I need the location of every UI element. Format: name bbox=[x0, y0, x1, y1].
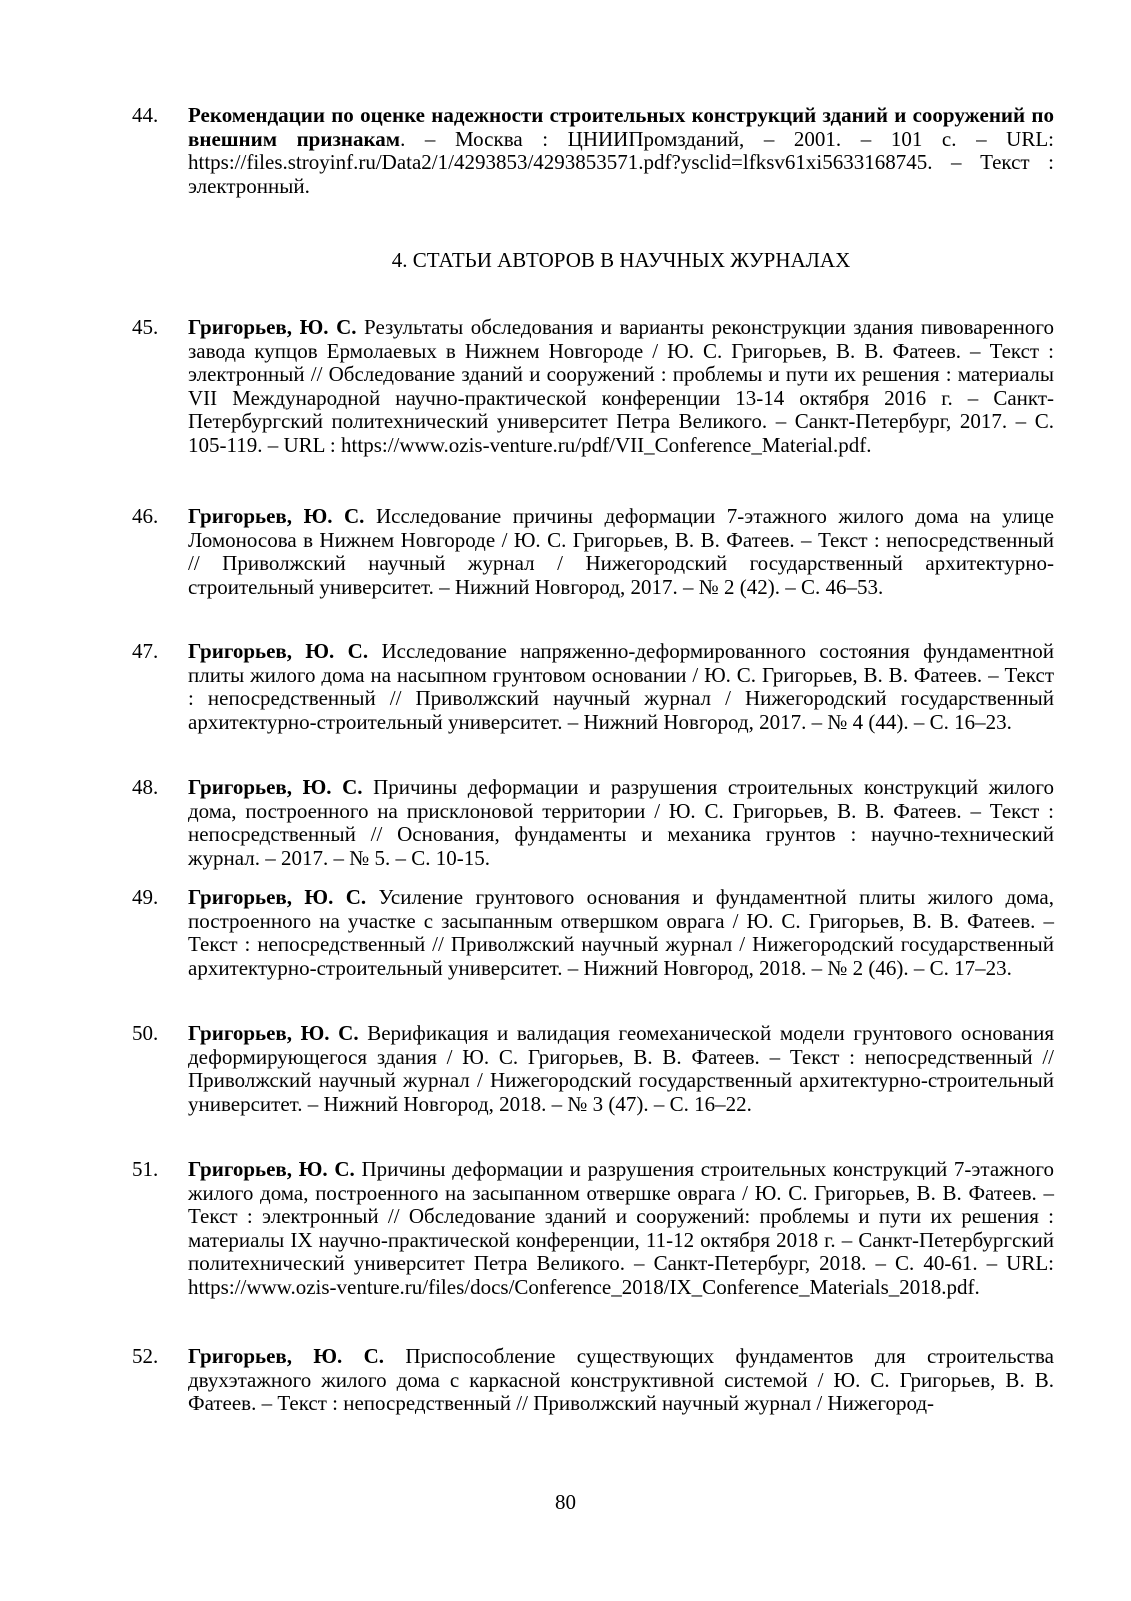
reference-author: Григорьев, Ю. С. bbox=[188, 885, 367, 909]
reference-author: Григорьев, Ю. С. bbox=[188, 1344, 385, 1368]
reference-details: Причины деформации и разрушения строительных конструкций жилого дома, построенного на присклоновой территории / Ю. С. Григорьев, В. В. Фатеев. – Текст : непосредственный // Основания, фундаменты и механика грунтов : научно-технический журнал. – 2017. – № 5. – С. 10-15. bbox=[188, 775, 1054, 870]
reference-entry-44 bbox=[132, 104, 1054, 198]
reference-text bbox=[188, 1345, 1054, 1416]
reference-entry-51 bbox=[132, 1158, 1054, 1299]
reference-text bbox=[188, 776, 1054, 870]
reference-details: Приспособление существующих фундаментов для строительства двухэтажного жилого дома с каркасной конструктивной системой / Ю. С. Григорьев, В. В. Фатеев. – Текст : непосредственный // Приволжский научный журнал / Нижегород- bbox=[188, 1344, 1054, 1415]
reference-author: Григорьев, Ю. С. bbox=[188, 775, 363, 799]
reference-text bbox=[188, 505, 1054, 599]
reference-author: Григорьев, Ю. С. bbox=[188, 315, 357, 339]
reference-entry-46 bbox=[132, 505, 1054, 599]
reference-text bbox=[188, 316, 1054, 457]
reference-entry-52 bbox=[132, 1345, 1054, 1416]
reference-entry-45 bbox=[132, 316, 1054, 457]
section-heading: 4. СТАТЬИ АВТОРОВ В НАУЧНЫХ ЖУРНАЛАХ bbox=[391, 248, 851, 272]
reference-entry-49 bbox=[132, 886, 1054, 980]
reference-text bbox=[188, 1022, 1054, 1116]
reference-number: 52. bbox=[132, 1344, 159, 1368]
reference-entry-50 bbox=[132, 1022, 1054, 1116]
reference-details: . – Москва : ЦНИИПромзданий, – 2001. – 101 с. – URL: https://files.stroyinf.ru/Data2/1/4293853/4293853571.pdf?ysclid=lfksv61xi5633168745. – Текст : электронный. bbox=[188, 126, 1055, 198]
reference-number: 47. bbox=[132, 639, 159, 663]
reference-author: Григорьев, Ю. С. bbox=[188, 1021, 359, 1045]
reference-author: Григорьев, Ю. С. bbox=[188, 504, 365, 528]
reference-details: Усиление грунтового основания и фундаментной плиты жилого дома, построенного на участке с засыпанным отвершком оврага / Ю. С. Григорьев, В. В. Фатеев. – Текст : непосредственный // Приволжский научный журнал / Нижегородский государственный архитектурно-строительный университет. – Нижний Новгород, 2018. – № 2 (46). – С. 17–23. bbox=[188, 885, 1054, 980]
reference-text bbox=[188, 1158, 1054, 1299]
reference-details: Причины деформации и разрушения строительных конструкций 7-этажного жилого дома, построенного на засыпанном отвершке оврага / Ю. С. Григорьев, В. В. Фатеев. – Текст : электронный // Обследование зданий и сооружений: проблемы и пути их решения : материалы IX научно-практической конференции, 11-12 октября 2018 г. – Санкт-Петербургский политехнический университет Петра Великого. – Санкт-Петербург, 2018. – С. 40-61. – URL: https://www.ozis-venture.ru/files/docs/Conference_2018/IX_Conference_Materials_2018.pdf. bbox=[188, 1157, 1054, 1299]
reference-details: Результаты обследования и варианты реконструкции здания пивоваренного завода купцов Ермолаевых в Нижнем Новгороде / Ю. С. Григорьев, В. В. Фатеев. – Текст : электронный // Обследование зданий и сооружений : проблемы и пути их решения : материалы VII Международной научно-практической конференции 13-14 октября 2016 г. – Санкт-Петербургский политехнический университет Петра Великого. – Санкт-Петербург, 2017. – С. 105-119. – URL : https://www.ozis-venture.ru/pdf/VII_Conference_Material.pdf. bbox=[188, 315, 1054, 457]
reference-details: Исследование напряженно-деформированного состояния фундаментной плиты жилого дома на насыпном грунтовом основании / Ю. С. Григорьев, В. В. Фатеев. – Текст : непосредственный // Приволжский научный журнал / Нижегородский государственный архитектурно-строительный университет. – Нижний Новгород, 2017. – № 4 (44). – С. 16–23. bbox=[188, 639, 1054, 734]
reference-entry-48 bbox=[132, 776, 1054, 870]
reference-author: Григорьев, Ю. С. bbox=[188, 639, 369, 663]
reference-details: Исследование причины деформации 7-этажного жилого дома на улице Ломоносова в Нижнем Новгороде / Ю. С. Григорьев, В. В. Фатеев. – Текст : непосредственный // Приволжский научный журнал / Нижегородский государственный архитектурно-строительный университет. – Нижний Новгород, 2017. – № 2 (42). – С. 46–53. bbox=[188, 504, 1054, 599]
page-number: 80 bbox=[555, 1490, 576, 1514]
reference-entry-47 bbox=[132, 640, 1054, 734]
reference-number: 50. bbox=[132, 1021, 159, 1045]
reference-number: 45. bbox=[132, 315, 159, 339]
reference-number: 49. bbox=[132, 885, 159, 909]
reference-number: 46. bbox=[132, 504, 159, 528]
reference-details: Верификация и валидация геомеханической модели грунтового основания деформирующегося здания / Ю. С. Григорьев, В. В. Фатеев. – Текст : непосредственный // Приволжский научный журнал / Нижегородский государственный архитектурно-строительный университет. – Нижний Новгород, 2018. – № 3 (47). – С. 16–22. bbox=[188, 1021, 1054, 1116]
reference-text bbox=[188, 886, 1054, 980]
reference-title: Рекомендации по оценке надежности строительных конструкций зданий и сооружений по внешним признакам bbox=[188, 103, 1054, 151]
reference-author: Григорьев, Ю. С. bbox=[188, 1157, 355, 1181]
reference-number: 48. bbox=[132, 775, 159, 799]
reference-number: 51. bbox=[132, 1157, 159, 1181]
reference-text bbox=[188, 104, 1054, 198]
reference-text bbox=[188, 640, 1054, 734]
reference-number: 44. bbox=[132, 103, 159, 127]
